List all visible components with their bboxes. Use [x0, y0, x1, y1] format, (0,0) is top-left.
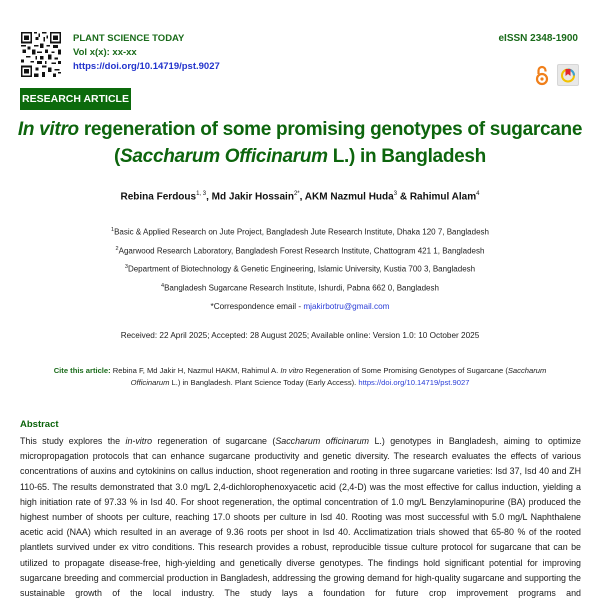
correspondence	[0, 302, 600, 311]
affiliation-text: Bangladesh Sugarcane Research Institute, Ishurdi, Pabna 662 0, Bangladesh	[164, 283, 439, 293]
correspondence-label: *Correspondence email -	[210, 302, 304, 311]
affiliation-item	[0, 241, 600, 260]
cite-text: Regeneration of Some Promising Genotypes of Sugarcane (	[303, 366, 508, 375]
title-line-2: L.) in Bangladesh	[327, 146, 486, 167]
affiliation-marker: 2	[115, 245, 119, 252]
citation-block	[36, 365, 564, 389]
cite-text: L.) in Bangladesh. Plant Science Today (Early Access).	[169, 378, 359, 387]
author-separator: ,	[206, 191, 212, 203]
title-italic-species: Saccharum Officinarum	[120, 146, 328, 167]
affiliation-marker: 4	[161, 282, 165, 289]
cite-text: Rebina F, Md Jakir H, Nazmul HAKM, Rahimul A.	[110, 366, 281, 375]
abstract-heading: Abstract	[20, 419, 59, 430]
affiliation-marker: 3	[124, 264, 128, 271]
title-paren: (	[114, 146, 121, 167]
affiliation-list	[0, 222, 600, 297]
affiliation-text: Basic & Applied Research on Jute Project, Bangladesh Jute Research Institute, Dhaka 120 7, Bangladesh	[114, 227, 489, 237]
affiliation-text: Agarwood Research Laboratory, Bangladesh Forest Research Institute, Chattogram 421 1, Bangladesh	[118, 246, 485, 256]
journal-info	[73, 32, 220, 74]
volume-info: Vol x(x): xx-xx	[73, 47, 137, 58]
correspondence-email-link[interactable]: mjakirbotru@gmail.com	[303, 302, 390, 311]
author-list	[0, 191, 600, 202]
abstract-paragraph	[20, 434, 581, 600]
article-title	[0, 116, 600, 170]
author-affiliation-marker: 3	[393, 191, 398, 197]
publication-dates: Received: 22 April 2025; Accepted: 28 August 2025; Available online: Version 1.0: 10 October 2025	[120, 331, 480, 340]
eissn: eISSN 2348-1900	[498, 33, 578, 44]
author-affiliation-marker: 2*	[293, 191, 300, 197]
author-name: Rahimul Alam	[409, 191, 477, 203]
author-name: AKM Nazmul Huda	[304, 191, 394, 203]
affiliation-text: Department of Biotechnology & Genetic Engineering, Islamic University, Kustia 700 3, Bangladesh	[127, 264, 476, 274]
title-line-1: regeneration of some promising genotypes of sugarcane	[78, 119, 583, 140]
abstract-text: regeneration of sugarcane (	[152, 436, 276, 446]
affiliation-item	[0, 259, 600, 278]
author-separator: &	[397, 191, 410, 203]
cite-label: Cite this article:	[53, 366, 111, 375]
author-separator: ,	[299, 191, 305, 203]
author-name: Md Jakir Hossain	[211, 191, 294, 203]
open-access-icon[interactable]	[535, 64, 549, 86]
title-italic-in-vitro: In vitro	[17, 119, 79, 140]
cite-italic: Saccharum Officinarum	[130, 366, 547, 387]
abstract-italic: in-vitro	[125, 436, 153, 446]
author-name: Rebina Ferdous	[120, 191, 197, 203]
abstract-body	[20, 434, 581, 600]
abstract-text: This study explores the	[20, 436, 126, 446]
journal-name: PLANT SCIENCE TODAY	[73, 33, 185, 44]
affiliation-item	[0, 222, 600, 241]
abstract-italic: Saccharum officinarum	[275, 436, 370, 446]
affiliation-marker: 1	[111, 227, 115, 233]
research-article-badge: RESEARCH ARTICLE	[20, 88, 131, 110]
author-affiliation-marker: 4	[476, 191, 480, 197]
cite-doi-link[interactable]: https://doi.org/10.14719/pst.9027	[358, 378, 470, 387]
doi-link[interactable]: https://doi.org/10.14719/pst.9027	[73, 61, 220, 72]
cite-italic: In vitro	[280, 366, 304, 375]
crossmark-icon[interactable]	[557, 64, 579, 86]
author-affiliation-marker: 1, 3	[196, 191, 207, 197]
qr-code-icon	[21, 32, 61, 77]
affiliation-item	[0, 278, 600, 297]
abstract-text: L.) genotypes in Bangladesh, aiming to optimize micropropagation protocols that can enhance sugarcane productivity and genetic diversity. The research evaluates the effects of various concentrations of auxins and cytokinins on callus induction, shoot regeneration and rooting in three sugarcane varieties: Isd 37, Isd 40 and ZH 110-65. The results demonstrated that 3.0 mg/L 2,4-dichlorophenoxyacetic acid (2,4-D) was the most effective for callus induction, yielding a high initiation rate of 97.33 % in Isd 40. For shoot regeneration, the optimal concentration of 1.0 mg/L Benzylaminopurine (BA) produced the highest number of shoots per culture, reaching 17.0 shoots per culture in Isd 40. Rooting was most successful with 5.0 mg/L Naphthalene acetic acid (NAA) which resulted in an average of 9.36 roots per shoot in Isd 40. Acclimatization trials showed that 65-80 % of the rooted plantlets survived under ex vitro conditions. This research provides a robust, reproducible tissue culture protocol for sugarcane that can be utilized to propagate disease-free, high-yielding and genetically diverse genotypes. The findings hold significant potential for improving sugarcane breeding and commercial production in Bangladesh, addressing the growing demand for high-quality sugarcane and supporting the sustainable growth of the local industry. The study lays a foundation for future crop improvement programs and	[20, 436, 581, 599]
